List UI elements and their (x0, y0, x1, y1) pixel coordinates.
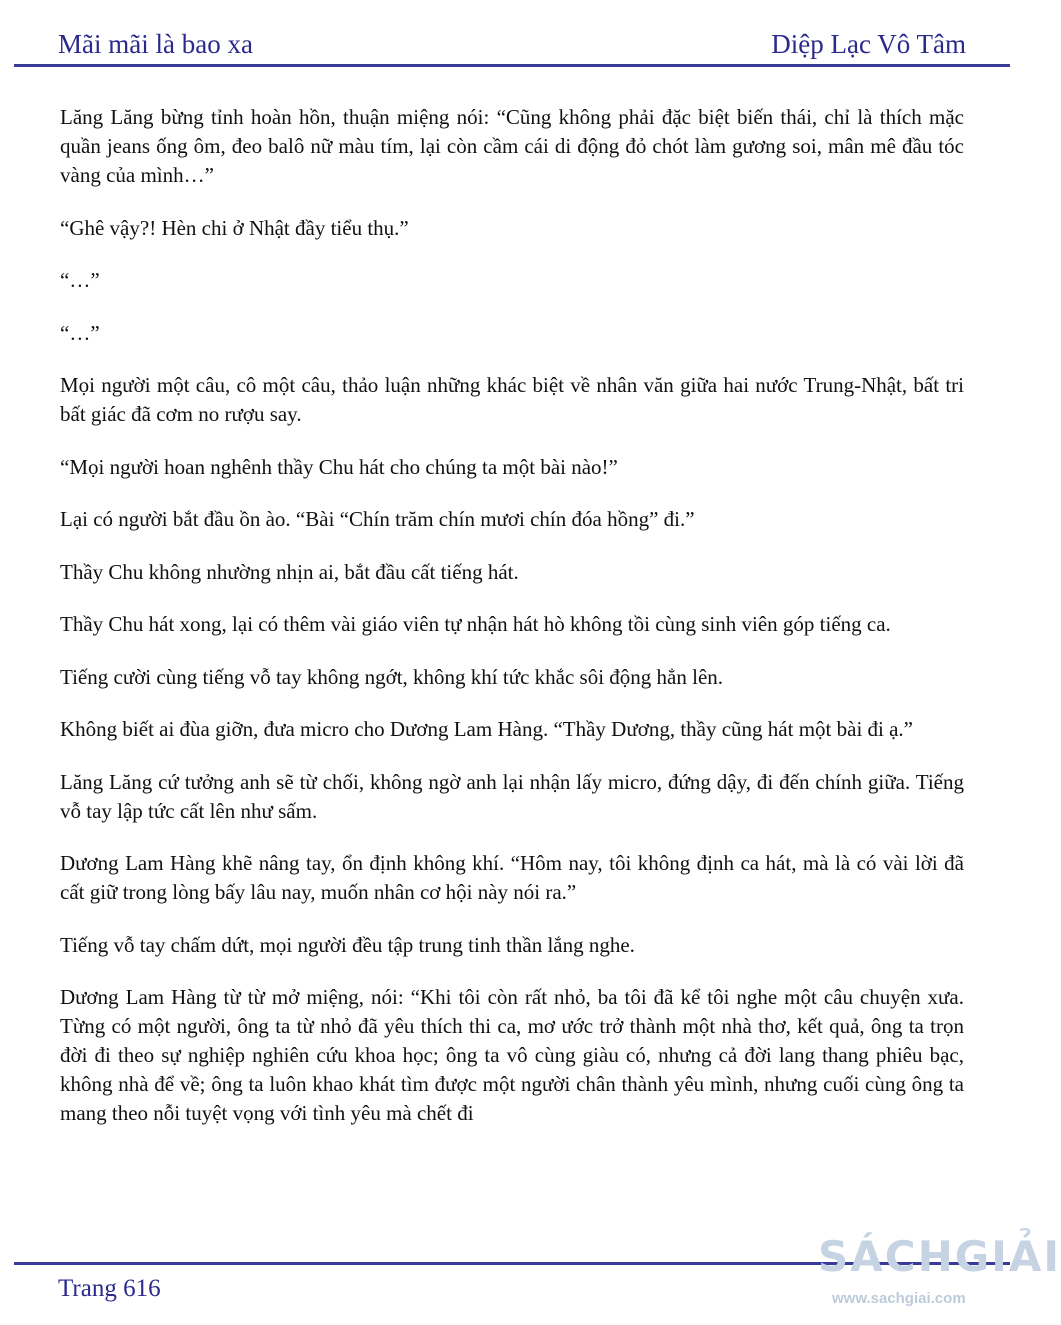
paragraph: Lăng Lăng cứ tưởng anh sẽ từ chối, không ngờ anh lại nhận lấy micro, đứng dậy, đi đến chính giữa. Tiếng vỗ tay lập tức cất lên như sấm. (60, 769, 964, 823)
paragraph: “Ghê vậy?! Hèn chi ở Nhật đầy tiểu thụ.” (60, 215, 409, 240)
paragraph: Thầy Chu hát xong, lại có thêm vài giáo viên tự nhận hát hò không tồi cùng sinh viên góp tiếng ca. (60, 612, 891, 636)
paragraph: “Mọi người hoan nghênh thầy Chu hát cho chúng ta một bài nào!” (60, 454, 618, 479)
paragraph: “…” (60, 268, 100, 292)
paragraph: Lăng Lăng bừng tỉnh hoàn hồn, thuận miệng nói: “Cũng không phải đặc biệt biến thái, chỉ là thích mặc quần jeans ống ôm, đeo balô nữ màu tím, lại còn cầm cái di động đỏ chót làm gương soi, mân mê đầu tóc vàng của mình…” (60, 105, 964, 187)
paragraph: Thầy Chu không nhường nhịn ai, bắt đầu cất tiếng hát. (60, 559, 519, 584)
header-rule (14, 64, 1010, 67)
paragraph: “…” (60, 320, 100, 345)
watermark-logo: SÁCHGIẢI (818, 1232, 1061, 1281)
paragraph: Tiếng cười cùng tiếng vỗ tay không ngớt, không khí tức khắc sôi động hẳn lên. (60, 664, 724, 689)
paragraph: Dương Lam Hàng từ từ mở miệng, nói: “Khi tôi còn rất nhỏ, ba tôi đã kể tôi nghe một câu chuyện xưa. Từng có một người, ông ta từ nhỏ đã yêu thích thi ca, mơ ước trở thành một nhà thơ, kết quả, ông ta trọn đời đi theo sự nghiệp nghiên cứu khoa học; ông ta vô cùng giàu có, nhưng cả đời lang thang phiêu bạc, không nhà để về; ông ta luôn khao khát tìm được một người chân thành yêu mình, nhưng cuối cùng ông ta mang theo nỗi tuyệt vọng với tình yêu mà chết đi (60, 985, 964, 1125)
page-header (58, 24, 966, 60)
paragraph: Dương Lam Hàng khẽ nâng tay, ổn định không khí. “Hôm nay, tôi không định ca hát, mà là có vài lời đã cất giữ trong lòng bấy lâu nay, muốn nhân cơ hội này nói ra.” (60, 851, 964, 904)
author-name: Diệp Lạc Vô Tâm (771, 29, 966, 59)
paragraph: Tiếng vỗ tay chấm dứt, mọi người đều tập trung tinh thần lắng nghe. (60, 932, 635, 957)
paragraph: Mọi người một câu, cô một câu, thảo luận những khác biệt về nhân văn giữa hai nước Trung-Nhật, bất tri bất giác đã cơm no rượu say. (60, 373, 964, 426)
watermark (818, 1232, 1061, 1320)
page-body (60, 103, 964, 1152)
watermark-url: www.sachgiai.com (832, 1290, 966, 1307)
paragraph: Không biết ai đùa giỡn, đưa micro cho Dương Lam Hàng. “Thầy Dương, thầy cũng hát một bài đi ạ.” (60, 717, 914, 741)
paragraph: Lại có người bắt đầu ồn ào. “Bài “Chín trăm chín mươi chín đóa hồng” đi.” (60, 507, 695, 531)
page-number: Trang 616 (58, 1275, 161, 1302)
book-title: Mãi mãi là bao xa (58, 29, 253, 59)
